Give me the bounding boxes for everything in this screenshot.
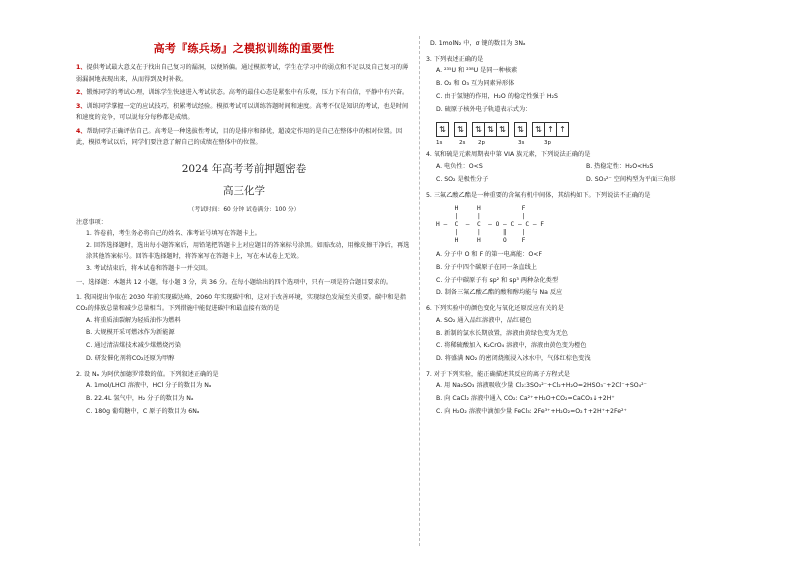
- question-1-option-a: A. 将重质油裂解为轻质油作为燃料: [86, 316, 181, 324]
- question-5-stem: 5. 三氟乙酸乙酯是一种重要的含氟有机中间体，其结构如下。下列说法不正确的是: [426, 191, 651, 199]
- banner-heading: 高考『练兵场』之模拟训练的重要性: [153, 42, 335, 55]
- orbital-2p: [472, 122, 508, 137]
- notice-1: 1. 答卷前，考生务必将自己的姓名、准考证号填写在答题卡上。: [86, 230, 261, 237]
- question-1-option-b: B. 大规模开采可燃冰作为新能源: [86, 329, 175, 337]
- tip-1: 1、提供考试最大意义在于找出自己复习的漏洞，以便矫偏。通过模拟考试，学生在学习中的弱点和不足以及自己复习的薄弱漏洞地表现出来，从而得到及时补救。: [76, 64, 409, 83]
- question-5-option-d: D. 制备三氟乙酸乙酯的酸和醇均能与 Na 反应: [436, 289, 563, 297]
- question-6-option-b: B. 新制的氯水长期放置，溶液由黄绿色变为无色: [436, 329, 568, 337]
- right-column: [426, 38, 766, 419]
- orbital-box: ↑: [544, 122, 557, 137]
- orbital-box: ⇅: [532, 122, 545, 137]
- column-divider: [419, 36, 420, 546]
- question-6-option-c: C. 将稀硫酸加入 K₂CrO₄ 溶液中，溶液由黄色变为橙色: [436, 342, 587, 350]
- question-4-options-row-1: [426, 161, 766, 174]
- orbital-label: 2p: [478, 140, 485, 147]
- orbital-box: ⇅: [454, 122, 467, 137]
- tip-4: 4、帮助同学正确评估自己。高考是一种选拔性考试，目的是排序和择优，超凌定作用的是自己在整体中的相对位置。因此，模拟考试以后，同学们要注意了解自己的成绩在整体中的位置。: [76, 127, 403, 146]
- question-4-option-c: C. SO₂ 是极性分子: [436, 175, 489, 183]
- question-3-option-a: A. ²³⁵U 和 ²³⁸U 是同一种核素: [436, 67, 518, 75]
- question-1-stem: 1. 我国提出争取在 2030 年前实现碳达峰，2060 年实现碳中和，这对于改善环境，实现绿色发展至关重要。碳中和是指CO₂的排放总量和减少总量相当。下列措施中能促进碳中和最直接有效的是: [76, 293, 406, 312]
- question-6-option-d: D. 将盛满 NO₂ 的密闭烧瓶浸入冰水中，气体红棕色变浅: [436, 355, 591, 363]
- orbital-label: 1s: [436, 140, 443, 147]
- question-3-stem: 3. 下列表述正确的是: [426, 55, 484, 63]
- orbital-box: ⇅: [484, 122, 497, 137]
- question-2-option-a: A. 1mol/LHCl 溶液中，HCl 分子的数目为 Nₐ: [86, 382, 212, 390]
- orbital-diagram: [436, 122, 766, 137]
- question-5-option-b: B. 分子中四个碳原子在同一条直线上: [436, 263, 537, 271]
- question-2-option-c: C. 180g 葡萄糖中，C 原子的数目为 6Nₐ: [86, 407, 200, 415]
- ethyl-trifluoroacetate-structure: H H F | | | H — C — C — O — C — C — F | | ‖ | H H O F: [436, 205, 545, 245]
- orbital-2s: [454, 122, 466, 137]
- question-7-option-c: C. 向 H₂O₂ 溶液中滴加少量 FeCl₃: 2Fe³⁺+H₂O₂=O₂↑+2H⁺+2Fe²⁺: [436, 408, 627, 416]
- notice-heading: 注意事项：: [76, 218, 107, 226]
- exam-meta: （考试时间：60 分钟 试卷满分：100 分）: [188, 206, 300, 213]
- section-one-heading: 一、选择题：本题共 12 小题，每小题 3 分，共 36 分。在每小题给出的四个选项中，只有一项是符合题目要求的。: [76, 279, 393, 286]
- question-5-option-c: C. 分子中碳原子有 sp² 和 sp³ 两种杂化类型: [436, 276, 559, 284]
- orbital-label: 2s: [459, 140, 466, 147]
- question-7-stem: 7. 对于下列实验，能正确描述其反应的离子方程式是: [426, 370, 570, 378]
- notice-2: 2. 回答选择题时，选出每小题答案后，用铅笔把答题卡上对应题目的答案标号涂黑。如需改动，用橡皮擦干净后，再选涂其他答案标号。回答非选择题时，将答案写在答题卡上，写在本试卷上无效。: [86, 241, 410, 260]
- question-4-option-b: B. 热稳定性：H₂O<H₂S: [586, 162, 654, 170]
- question-4-option-d: D. SO₃²⁻ 空间构型为平面三角形: [586, 175, 676, 183]
- question-5-option-a: A. 分子中 O 和 F 的第一电离能：O<F: [436, 251, 543, 259]
- question-6-option-a: A. SO₂ 通入品红溶液中，品红褪色: [436, 316, 532, 324]
- question-2-option-b: B. 22.4L 氢气中，H₂ 分子的数目为 Nₐ: [86, 394, 194, 402]
- question-3-option-d: D. 硫原子核外电子轨道表示式为：: [436, 105, 532, 113]
- notice-3: 3. 考试结束后，将本试卷和答题卡一并交回。: [86, 264, 212, 272]
- question-7-option-a: A. 用 Na₂SO₃ 溶液吸收少量 Cl₂:3SO₃²⁻+Cl₂+H₂O=2HSO₃⁻+2Cl⁻+SO₄²⁻: [436, 382, 647, 390]
- tip-3: 3、训练同学掌握一定的应试技巧，积累考试经验。模拟考试可以训练答题时间和速度。高考不仅是知识的考试，也是时间和速度的竞争，可以说每分每秒都是成绩。: [76, 102, 409, 121]
- orbital-label: 3s: [518, 140, 525, 147]
- question-3-option-b: B. O₂ 和 O₃ 互为同素异形体: [436, 80, 515, 88]
- orbital-box: ⇅: [472, 122, 485, 137]
- orbital-3s: [514, 122, 526, 137]
- exam-subject: 高三化学: [223, 184, 265, 197]
- question-4-options-row-2: [426, 174, 766, 187]
- orbital-label: 3p: [544, 140, 551, 147]
- question-1-option-c: C. 通过清洁煤技术减少煤燃烧污染: [86, 342, 181, 350]
- orbital-box: ⇅: [514, 122, 527, 137]
- question-4-stem: 4. 氧和硫是元素周期表中第 VIA 族元素，下列说法正确的是: [426, 151, 591, 159]
- left-column: [76, 38, 412, 419]
- exam-title: 2024 年高考考前押题密卷: [181, 162, 307, 175]
- orbital-1s: [436, 122, 448, 137]
- question-7-option-b: B. 向 CaCl₂ 溶液中通入 CO₂: Ca²⁺+H₂O+CO₂=CaCO₃↓+2H⁺: [436, 395, 615, 403]
- orbital-3p: [532, 122, 568, 137]
- question-1-option-d: D. 研发催化剂将CO₂还原为甲醇: [86, 354, 175, 362]
- tip-2: 2、锻炼同学的考试心理，训练学生快速进入考试状态。高考的最佳心态是紧张中有乐观，压力下有自信，平静中有兴奋。: [76, 89, 409, 96]
- question-4-option-a: A. 电负性：O<S: [436, 162, 483, 170]
- orbital-box: ⇅: [496, 122, 509, 137]
- orbital-labels: [436, 140, 766, 146]
- question-3-option-c: C. 由于氢键的作用，H₂O 的稳定性强于 H₂S: [436, 92, 558, 100]
- orbital-box: ↑: [556, 122, 569, 137]
- question-2-stem: 2. 设 Nₐ 为阿伏加德罗常数的值。下列叙述正确的是: [76, 370, 219, 378]
- question-2-option-d: D. 1molN₂ 中，σ 键的数目为 3Nₐ: [430, 40, 526, 47]
- question-6-stem: 6. 下列实验中的颜色变化与氧化还原反应有关的是: [426, 305, 564, 313]
- orbital-box: ⇅: [436, 122, 449, 137]
